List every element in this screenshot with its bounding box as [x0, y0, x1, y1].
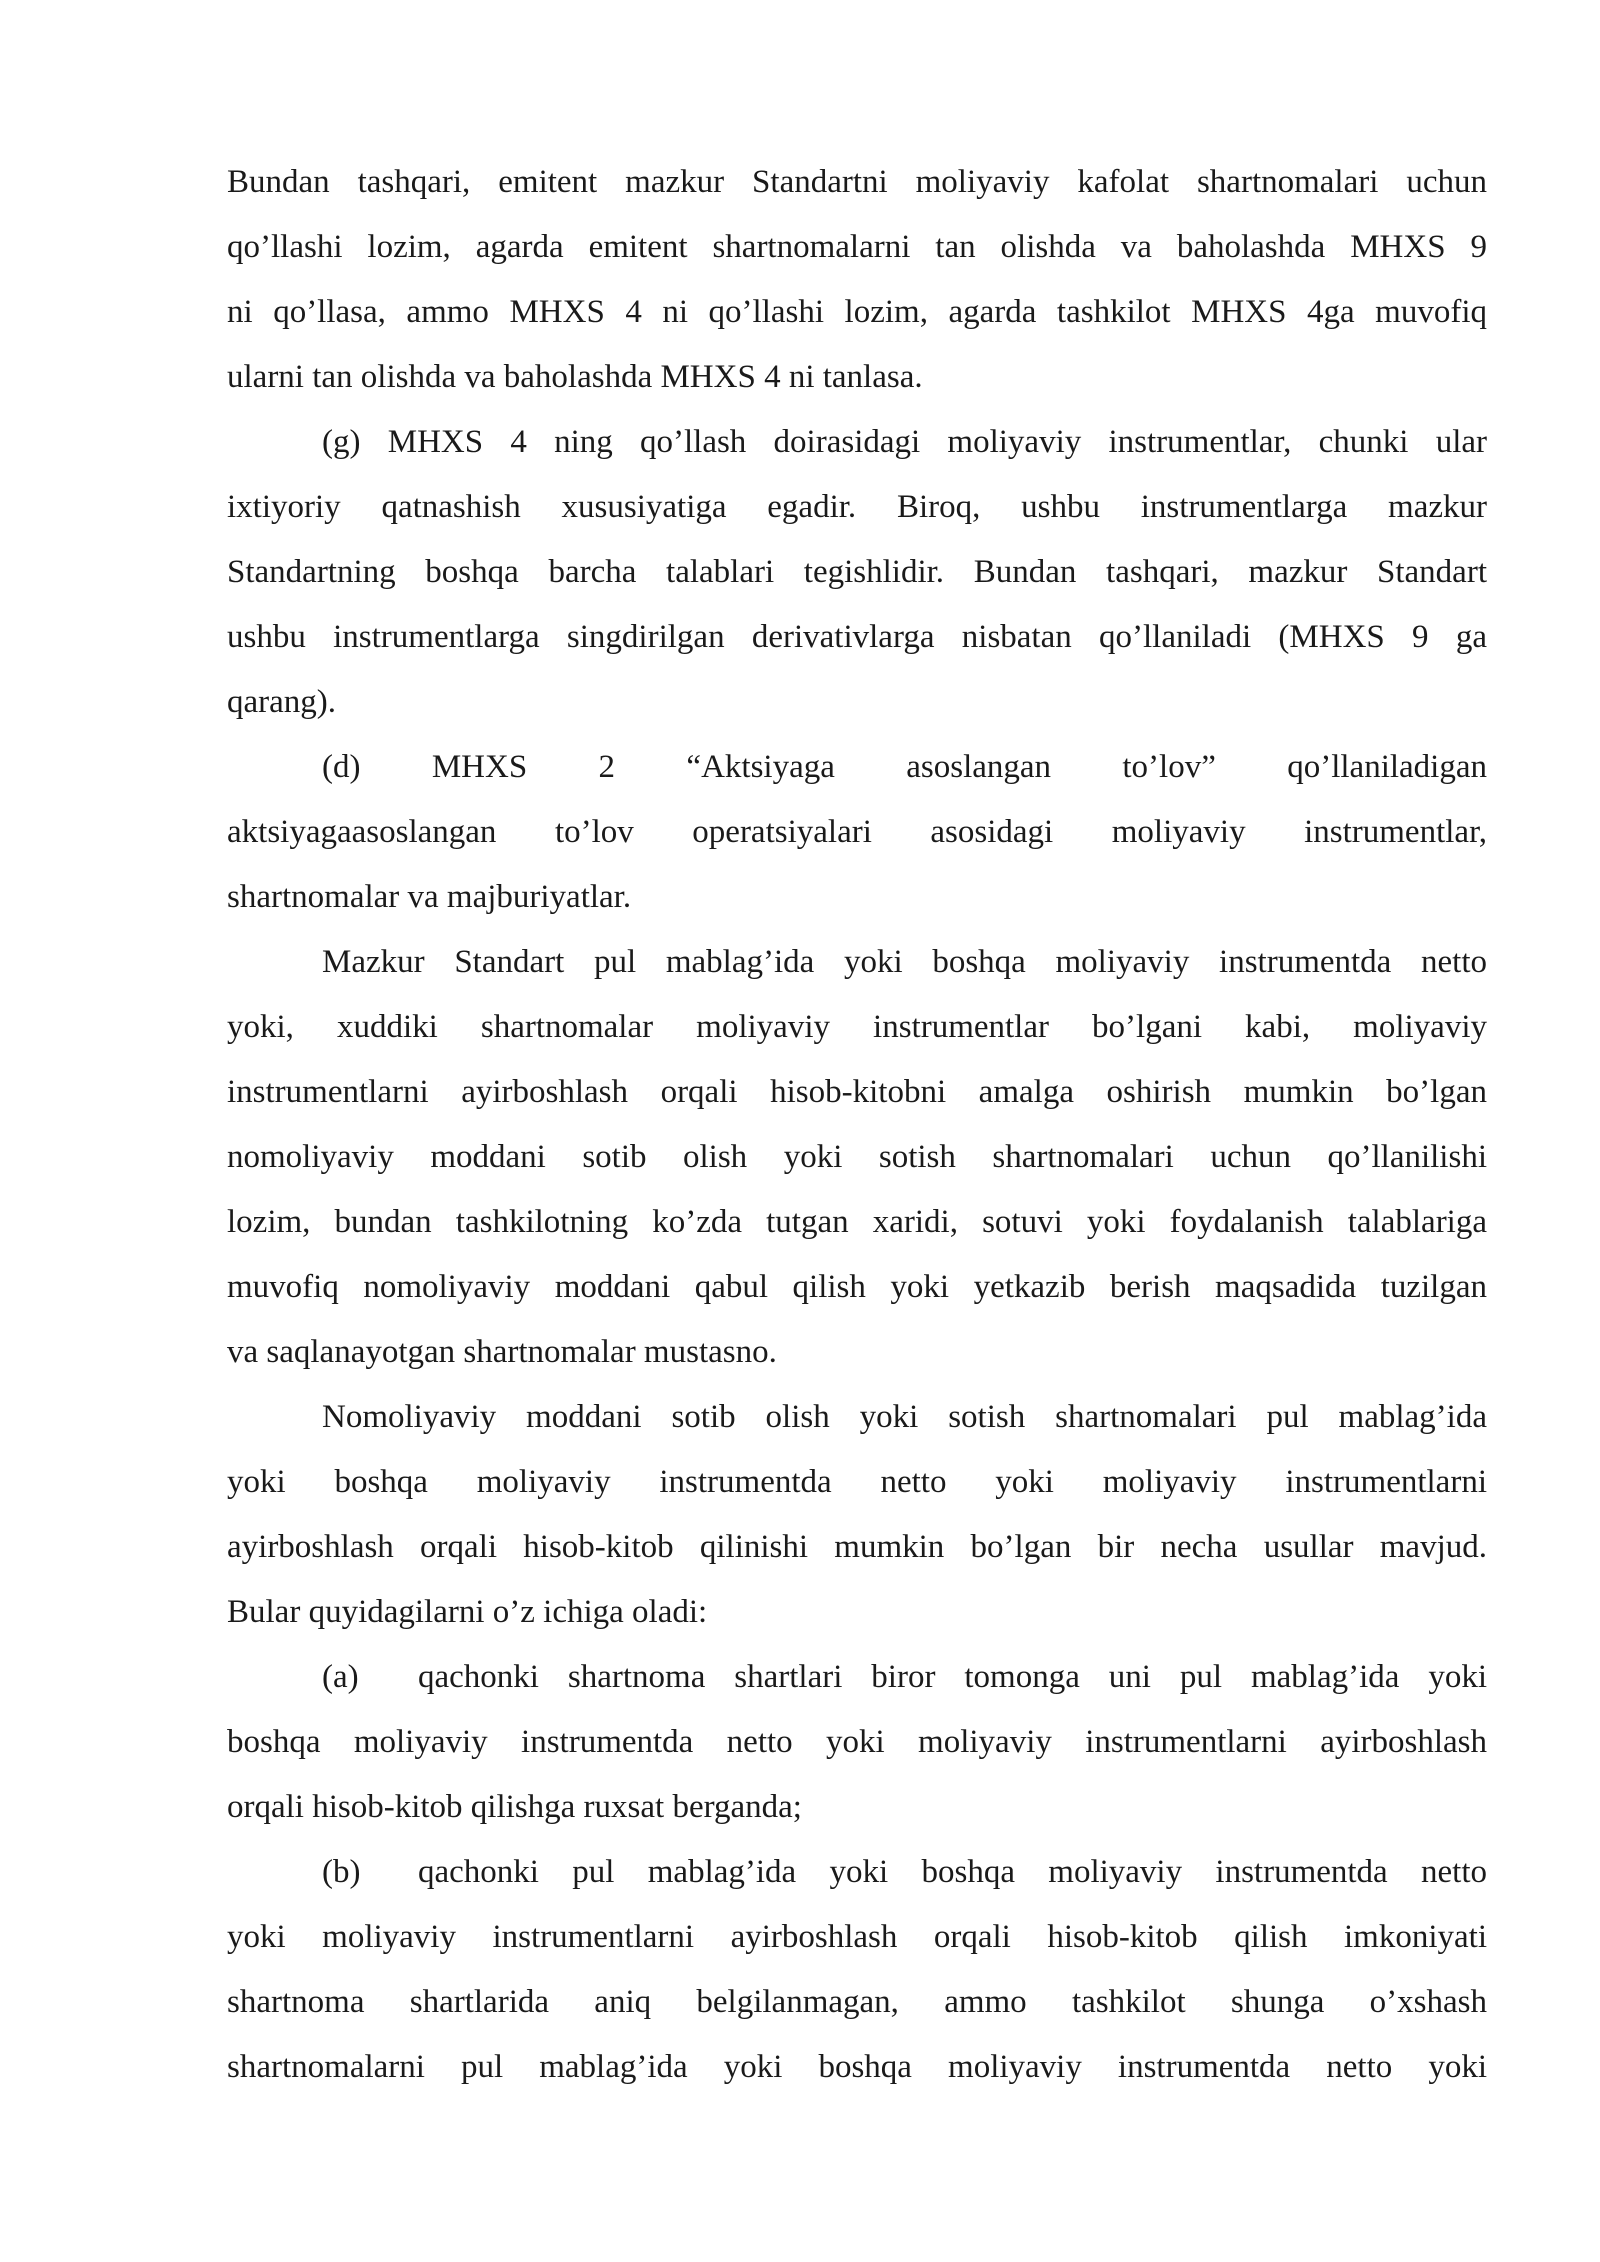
list-item-first-line — [227, 1840, 1487, 1905]
paragraph-line: Mazkur Standart pul mablag’ida yoki boshqa moliyaviy instrumentda netto — [322, 944, 1487, 980]
list-item-a — [227, 1645, 1487, 1840]
list-marker: (b) — [322, 1854, 361, 1890]
paragraph-line: yoki boshqa moliyaviy instrumentda netto yoki moliyaviy instrumentlarni — [227, 1464, 1487, 1500]
list-item-text: qachonki pul mablag’ida yoki boshqa moliyaviy instrumentda netto — [418, 1854, 1487, 1890]
paragraph-line: ularni tan olishda va baholashda MHXS 4 ni tanlasa. — [227, 359, 923, 395]
paragraph-line: Nomoliyaviy moddani sotib olish yoki sotish shartnomalari pul mablag’ida — [322, 1399, 1487, 1435]
paragraph-line: shartnomalar va majburiyatlar. — [227, 879, 632, 915]
paragraph-item-g — [227, 410, 1487, 735]
list-item-b — [227, 1840, 1487, 2100]
paragraph-line: lozim, bundan tashkilotning ko’zda tutgan xaridi, sotuvi yoki foydalanish talablariga — [227, 1204, 1487, 1240]
document-body — [227, 150, 1487, 2100]
paragraph-line: shartnoma shartlarida aniq belgilanmagan, ammo tashkilot shunga o’xshash — [227, 1984, 1487, 2020]
paragraph-item-d — [227, 735, 1487, 930]
paragraph-line: Bundan tashqari, emitent mazkur Standartni moliyaviy kafolat shartnomalari uchun — [227, 164, 1487, 200]
paragraph-financial-guarantee — [227, 150, 1487, 410]
paragraph-line: ni qo’llasa, ammo MHXS 4 ni qo’llashi lozim, agarda tashkilot MHXS 4ga muvofiq — [227, 294, 1487, 330]
paragraph-line: (d) MHXS 2 “Aktsiyaga asoslangan to’lov” qo’llaniladigan — [322, 749, 1487, 785]
paragraph-line: aktsiyagaasoslangan to’lov operatsiyalari asosidagi moliyaviy instrumentlar, — [227, 814, 1487, 850]
paragraph-line: ushbu instrumentlarga singdirilgan derivativlarga nisbatan qo’llaniladi (MHXS 9 ga — [227, 619, 1487, 655]
paragraph-line: qo’llashi lozim, agarda emitent shartnomalarni tan olishda va baholashda MHXS 9 — [227, 229, 1487, 265]
paragraph-line: boshqa moliyaviy instrumentda netto yoki moliyaviy instrumentlarni ayirboshlash — [227, 1724, 1487, 1760]
paragraph-line: Bular quyidagilarni o’z ichiga oladi: — [227, 1594, 708, 1630]
paragraph-line: orqali hisob-kitob qilishga ruxsat berganda; — [227, 1789, 802, 1825]
paragraph-line: instrumentlarni ayirboshlash orqali hisob-kitobni amalga oshirish mumkin bo’lgan — [227, 1074, 1487, 1110]
paragraph-line: shartnomalarni pul mablag’ida yoki boshqa moliyaviy instrumentda netto yoki — [227, 2049, 1487, 2085]
paragraph-line: va saqlanayotgan shartnomalar mustasno. — [227, 1334, 777, 1370]
paragraph-line: (g) MHXS 4 ning qo’llash doirasidagi moliyaviy instrumentlar, chunki ular — [322, 424, 1487, 460]
paragraph-line: muvofiq nomoliyaviy moddani qabul qilish yoki yetkazib berish maqsadida tuzilgan — [227, 1269, 1487, 1305]
paragraph-line: Standartning boshqa barcha talablari tegishlidir. Bundan tashqari, mazkur Standart — [227, 554, 1487, 590]
paragraph-line: nomoliyaviy moddani sotib olish yoki sotish shartnomalari uchun qo’llanilishi — [227, 1139, 1487, 1175]
paragraph-line: ayirboshlash orqali hisob-kitob qilinishi mumkin bo’lgan bir necha usullar mavjud. — [227, 1529, 1487, 1565]
paragraph-nonfinancial-items — [227, 930, 1487, 1385]
paragraph-line: ixtiyoriy qatnashish xususiyatiga egadir. Biroq, ushbu instrumentlarga mazkur — [227, 489, 1487, 525]
paragraph-line: yoki moliyaviy instrumentlarni ayirboshlash orqali hisob-kitob qilish imkoniyati — [227, 1919, 1487, 1955]
paragraph-line: qarang). — [227, 684, 337, 720]
paragraph-settlement-methods — [227, 1385, 1487, 1645]
list-marker: (a) — [322, 1659, 359, 1695]
paragraph-line: yoki, xuddiki shartnomalar moliyaviy instrumentlar bo’lgani kabi, moliyaviy — [227, 1009, 1487, 1045]
list-item-text: qachonki shartnoma shartlari biror tomonga uni pul mablag’ida yoki — [418, 1659, 1487, 1695]
list-item-first-line — [227, 1645, 1487, 1710]
